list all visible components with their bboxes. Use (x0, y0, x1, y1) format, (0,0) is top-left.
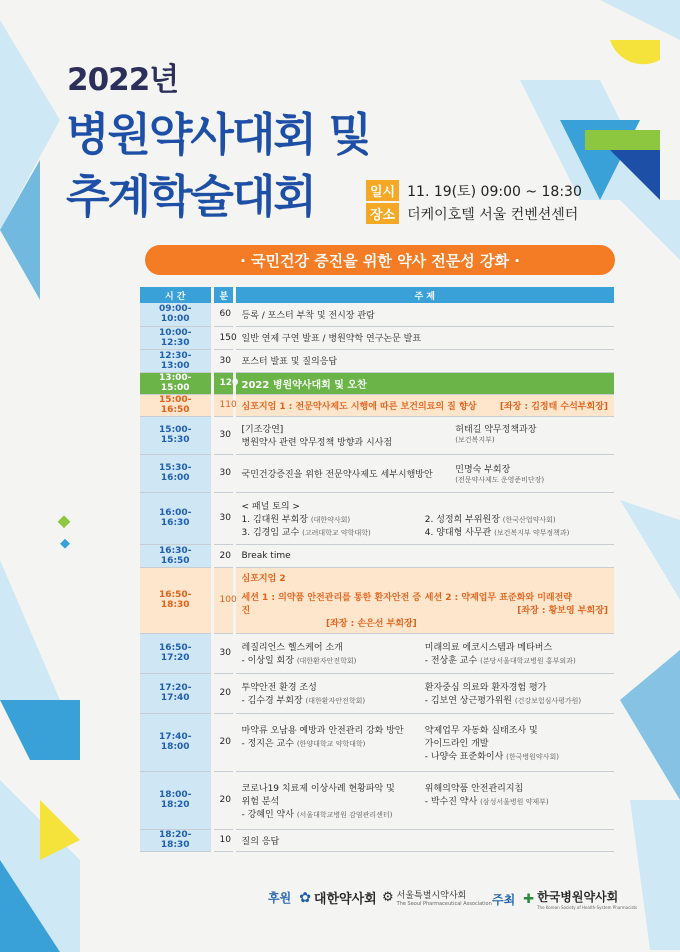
place-label: 장소 (366, 203, 399, 224)
table-row: 15:00-15:30 30 [기조강연] 병원약사 관련 약무정책 방향과 시사점 허태길 약무정책과장 (보건복지부) (140, 416, 614, 454)
table-row: 16:50-17:20 30 레질리언스 헬스케어 소개 - 이상일 회장 (대한환자안전학회) 미래의료 에코시스템과 메타버스 - 전상훈 교수 (분당서울대학교병원 홍부외과) (140, 633, 614, 673)
sponsor-block (268, 888, 377, 907)
table-row: 18:00-18:20 20 코로나19 치료제 이상사례 현황파악 및 위험 분석 - 강혜인 약사 (서울대학교병원 감염관리센터) 위해의약품 안전관리지침 - 박수진 약사 (삼성서울병원 약제부) (140, 771, 614, 829)
org-kpa: 대한약사회 (313, 892, 377, 907)
org-seoul: 서울특별시약사회 (396, 891, 467, 901)
table-row: 15:00-16:50 110 심포지엄 1 : 전문약사제도 시행에 따른 보건의료의 질 향상 [좌장 : 김정태 수석부회장] (140, 394, 614, 416)
table-row: 09:00-10:00 60 등록 / 포스터 부착 및 전시장 관람 (140, 303, 614, 326)
event-year: 2022년 (67, 62, 179, 98)
schedule-table (140, 287, 614, 852)
table-row: 18:20-18:30 10 질의 응답 (140, 829, 614, 851)
table-row: 16:50-18:30 100 심포지엄 2 세션 1 : 의약품 안전관리를 통한 환자안전 증진 [좌장 : 손은선 부회장] 세션 2 : 약제업무 표준화와 미래전략 [좌장 : 황보영 부회장] (140, 567, 614, 633)
event-title-line1: 병원약사대회 및 (66, 108, 370, 161)
table-row: 17:20-17:40 20 투약안전 환경 조성 - 김수경 부회장 (대한환자안전학회) 환자중심 의료와 환자경험 평가 - 김보연 상근평가위원 (건강보험심사평가원) (140, 673, 614, 713)
date-info (366, 180, 582, 201)
event-title-line2: 추계학술대회 (66, 170, 315, 223)
table-header-row (140, 287, 614, 303)
host-block (492, 888, 637, 910)
host-label: 주최 (492, 892, 516, 907)
sponsor-seoul (382, 888, 492, 907)
date-value: 11. 19(토) 09:00 ~ 18:30 (407, 183, 582, 200)
theme-banner: · 국민건강 증진을 위한 약사 전문성 강화 · (145, 245, 615, 275)
org-kshp: 한국병원약사회 (537, 890, 619, 904)
support-label: 후원 (268, 891, 292, 905)
date-label: 일시 (366, 180, 399, 201)
kpa-logo-icon: ✿ (299, 889, 311, 906)
place-info (366, 203, 578, 224)
col-topic: 주 제 (234, 287, 614, 303)
table-row: 10:00-12:30 150 일반 연제 구연 발표 / 병원약학 연구논문 발표 (140, 326, 614, 349)
place-value: 더케이호텔 서울 컨벤션센터 (407, 206, 579, 223)
table-row: 16:00-16:30 30 < 패널 토의 > 1. 김대원 부회장 (대한약사회) 2. 성정희 부위원장 (한국산업약사회) 3. 김경임 교수 (고려대학교 약학대학) 4. 양대형 사무관 (보건복지부 약무정책과) (140, 492, 614, 544)
table-row: 15:30-16:00 30 국민건강증진을 위한 전문약사제도 세부시행방안 민명숙 부회장 (전문약사제도 운영준비단장) (140, 454, 614, 492)
seoul-pa-logo-icon: ⚙ (382, 890, 394, 905)
col-min: 분 (212, 287, 234, 303)
org-seoul-en: The Seoul Pharmaceutical Association (396, 901, 492, 907)
kshp-logo-icon: ✚ (523, 891, 535, 907)
table-row: 16:30-16:50 20 Break time (140, 544, 614, 567)
table-row: 13:00-15:00 120 2022 병원약사대회 및 오찬 (140, 372, 614, 394)
table-row: 17:40-18:00 20 마약류 오남용 예방과 안전관리 강화 방안 - 정지은 교수 (한양대학교 약학대학) 약제업무 자동화 실태조사 및 가이드라인 개발 - 나양숙 표준화이사 (한국병원약사회) (140, 713, 614, 771)
table-row: 12:30-13:00 30 포스터 발표 및 질의응답 (140, 349, 614, 372)
org-kshp-en: The Korean Society of Health-System Pharmacists (537, 905, 638, 910)
col-time: 시 간 (140, 287, 212, 303)
